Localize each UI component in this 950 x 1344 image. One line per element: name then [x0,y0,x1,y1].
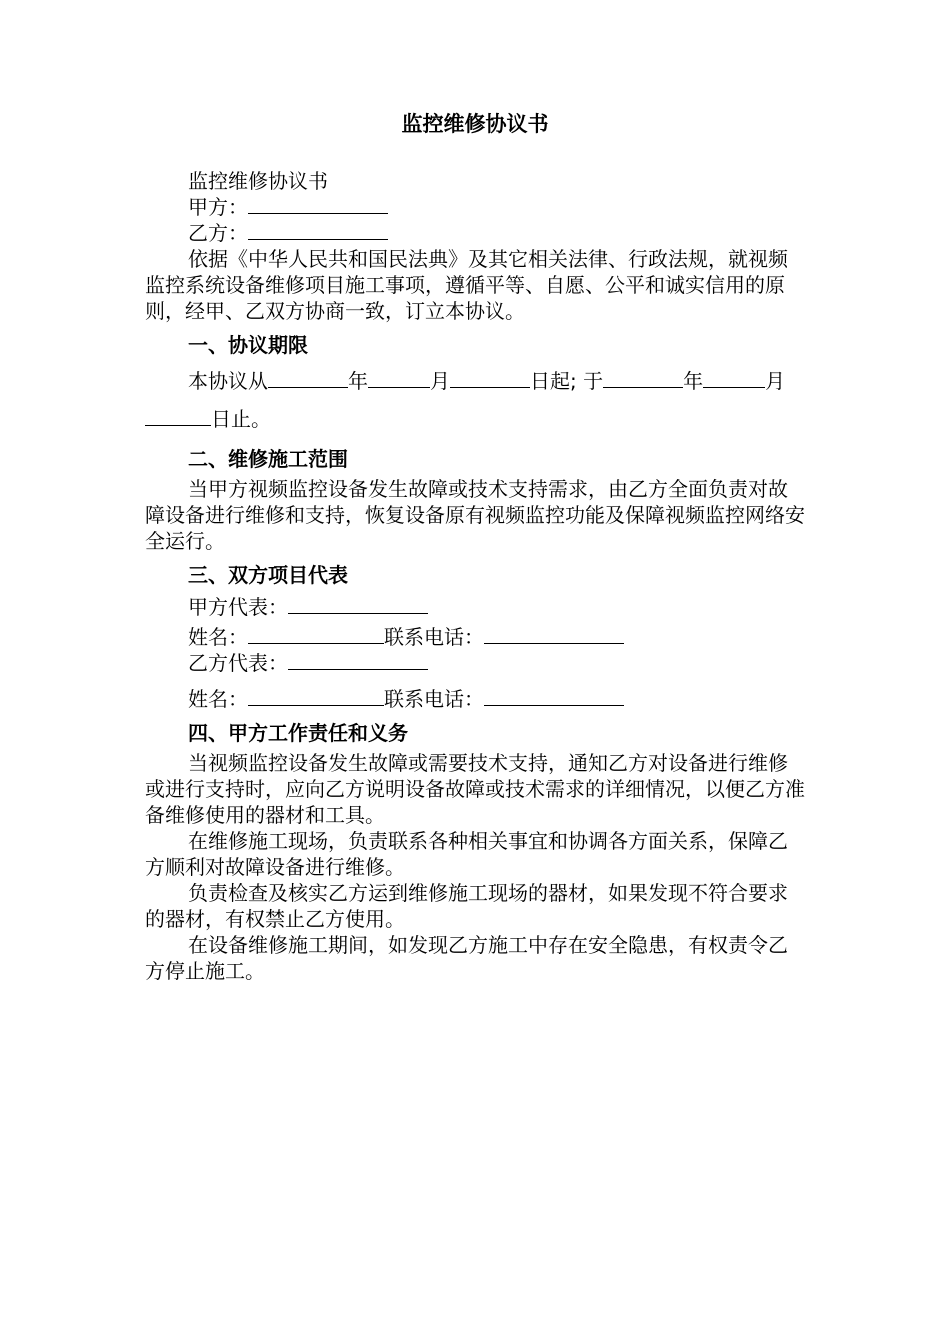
party-b-phone-blank [484,687,624,706]
term-day1-blank [450,369,530,388]
party-b-rep-blank [288,651,428,670]
party-a-contact-line [145,624,807,650]
party-b-rep-label: 乙方代表： [188,651,288,675]
section-duties-a-heading: 四、甲方工作责任和义务 [188,721,408,745]
party-b-name-blank [248,687,384,706]
term-day-until-label: 日止。 [211,407,271,431]
party-a-rep-blank [288,595,428,614]
party-b-label: 乙方： [188,221,248,245]
party-b-rep-line [145,650,807,676]
scope-paragraph: 当甲方视频监控设备发生故障或技术支持需求，由乙方全面负责对故障设备进行维修和支持，恢复设备原有视频监控功能及保障视频监控网络安全运行。 [145,477,805,553]
term-paragraph [145,362,807,438]
party-a-rep-label: 甲方代表： [188,595,288,619]
party-a-blank [248,195,388,214]
party-b-line [145,220,807,246]
term-month1-blank [368,369,430,388]
party-b-contact-line [145,686,807,712]
party-a-phone-blank [484,625,624,644]
party-b-name-label: 姓名： [188,687,248,711]
term-day-from-label: 日起; 于 [530,369,604,393]
term-day2-blank [145,407,211,426]
term-month1-label: 月 [430,369,450,393]
party-a-line [145,194,807,220]
term-year1-blank [268,369,348,388]
term-text-start: 本协议从 [188,369,268,393]
term-year2-label: 年 [683,369,704,393]
party-a-name-label: 姓名： [188,625,248,649]
section-term-heading: 一、协议期限 [188,333,308,357]
term-year2-blank [603,369,683,388]
duties-a-paragraph-3: 负责检查及核实乙方运到维修施工现场的器材，如果发现不符合要求的器材，有权禁止乙方使用。 [145,881,788,931]
term-year1-label: 年 [348,369,368,393]
document-subtitle: 监控维修协议书 [188,169,328,193]
duties-a-paragraph-2: 在维修施工现场，负责联系各种相关事宜和协调各方面关系，保障乙方顺利对故障设备进行维修。 [145,829,788,879]
party-b-phone-label: 联系电话： [384,687,484,711]
term-month2-label: 月 [765,369,786,393]
intro-paragraph: 依据《中华人民共和国民法典》及其它相关法律、行政法规，就视频监控系统设备维修项目施工事项，遵循平等、自愿、公平和诚实信用的原则，经甲、乙双方协商一致，订立本协议。 [145,247,788,323]
term-month2-blank [703,369,765,388]
party-b-blank [248,221,388,240]
party-a-rep-line [145,594,807,620]
party-a-name-blank [248,625,384,644]
duties-a-paragraph-4: 在设备维修施工期间，如发现乙方施工中存在安全隐患，有权责令乙方停止施工。 [145,933,788,983]
duties-a-paragraph-1: 当视频监控设备发生故障或需要技术支持，通知乙方对设备进行维修或进行支持时，应向乙方说明设备故障或技术需求的详细情况，以便乙方准备维修使用的器材和工具。 [145,751,805,827]
document-body [145,168,807,984]
document-title: 监控维修协议书 [401,112,549,136]
party-a-phone-label: 联系电话： [384,625,484,649]
section-reps-heading: 三、双方项目代表 [188,563,348,587]
section-scope-heading: 二、维修施工范围 [188,447,348,471]
party-a-label: 甲方： [188,195,248,219]
